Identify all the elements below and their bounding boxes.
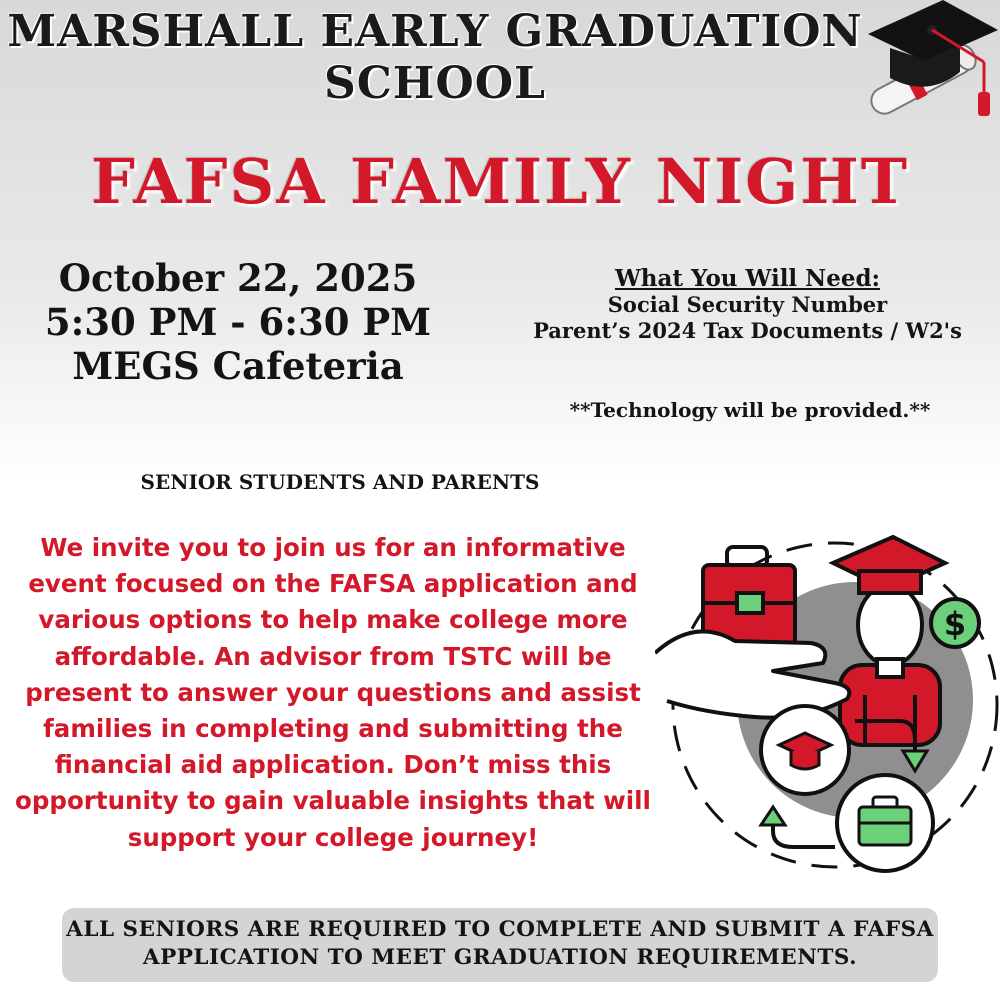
briefcase-circle-icon (837, 775, 933, 871)
school-name-line1: MARSHALL EARLY GRADUATION (7, 6, 863, 57)
requirement-item: Parent’s 2024 Tax Documents / W2's (533, 318, 962, 343)
description-line: support your college journey! (127, 822, 539, 852)
event-date: October 22, 2025 (58, 256, 418, 300)
description-line: opportunity to gain valuable insights that will (15, 786, 651, 816)
graduation-cap-diploma-icon (848, 0, 998, 130)
event-title: FAFSA FAMILY NIGHT (91, 145, 909, 218)
requirements-heading: What You Will Need: (614, 265, 881, 292)
description-line: families in completing and submitting the (43, 714, 623, 744)
description-line: various options to help make college more (38, 605, 628, 635)
event-description (8, 530, 658, 856)
banner-line2: APPLICATION TO MEET GRADUATION REQUIREMENTS. (142, 945, 858, 970)
dollar-coin-icon (931, 599, 979, 647)
dollar-symbol: $ (943, 605, 967, 643)
audience-heading: SENIOR STUDENTS AND PARENTS (140, 470, 540, 494)
description-line: event focused on the FAFSA application and (28, 569, 638, 599)
school-name-line2: SCHOOL (324, 58, 546, 109)
briefcase-icon (703, 547, 795, 645)
event-location: MEGS Cafeteria (72, 344, 404, 388)
event-details (38, 256, 438, 388)
college-funding-illustration (655, 525, 1000, 885)
description-line: present to answer your questions and assist (25, 677, 641, 707)
requirement-item: Social Security Number (607, 292, 888, 317)
banner-line1: ALL SENIORS ARE REQUIRED TO COMPLETE AND SUBMIT A FAFSA (66, 917, 934, 942)
description-line: financial aid application. Don’t miss this (54, 750, 612, 780)
description-line: affordable. An advisor from TSTC will be (54, 641, 612, 671)
cap-circle-icon (761, 706, 849, 794)
event-time: 5:30 PM - 6:30 PM (44, 300, 432, 344)
requirement-banner-text (62, 916, 938, 972)
school-name (0, 6, 870, 110)
description-line: We invite you to join us for an informative (40, 533, 626, 562)
requirements-block (495, 266, 1000, 344)
technology-note: **Technology will be provided.** (569, 398, 931, 422)
